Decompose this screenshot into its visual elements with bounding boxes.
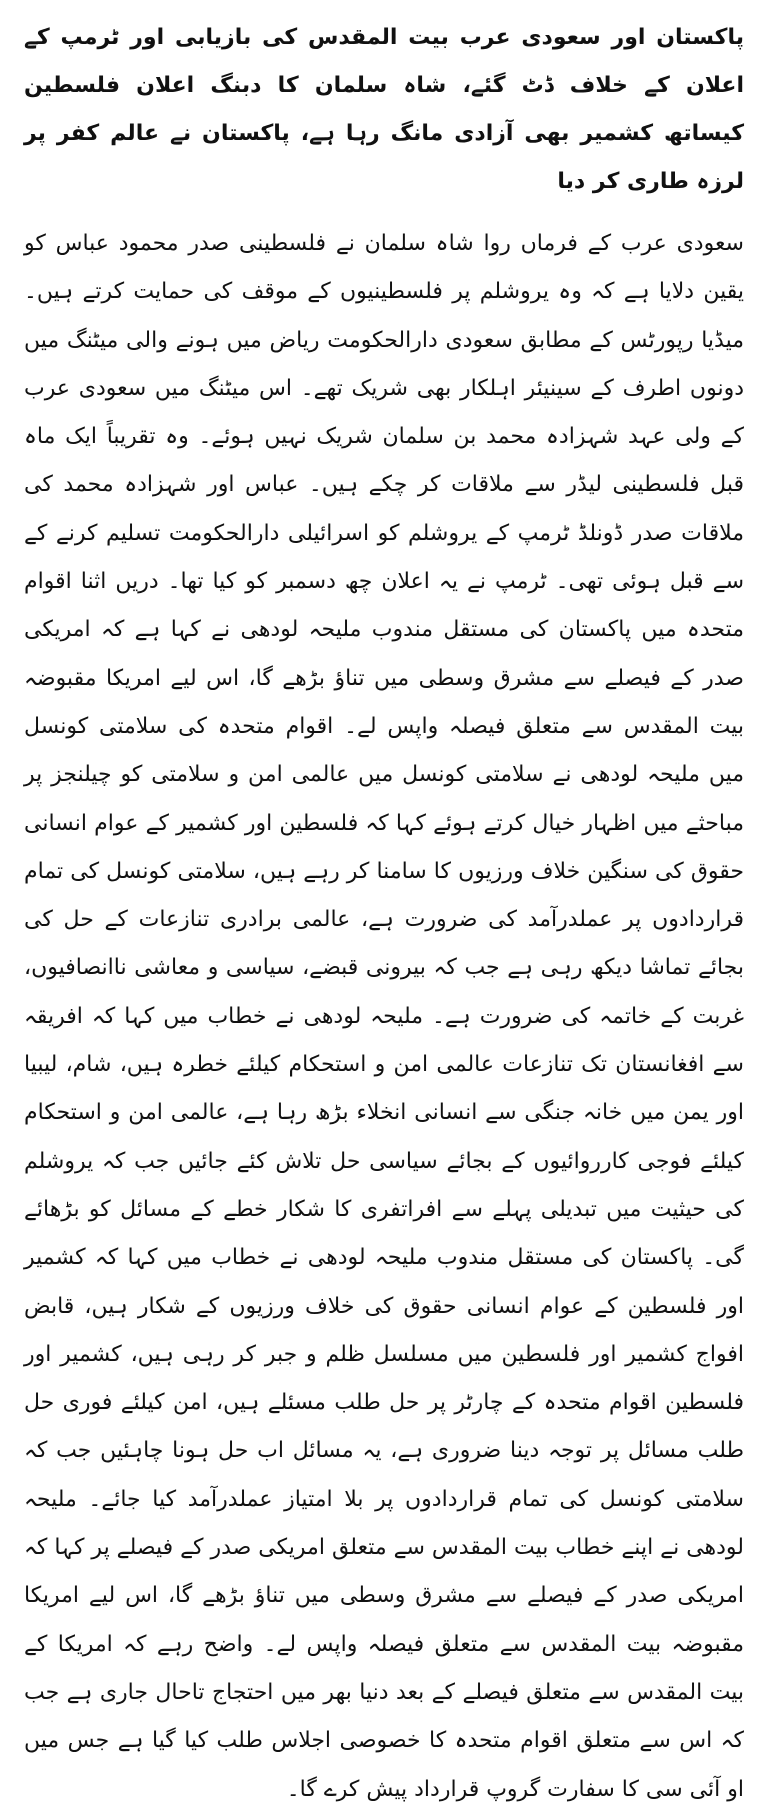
article-headline: پاکستان اور سعودی عرب بیت المقدس کی بازیابی اور ٹرمپ کے اعلان کے خلاف ڈٹ گئے، شاہ سلمان کا دبنگ اعلان فلسطین کیساتھ کشمیر بھی آزادی مانگ رہا ہے، پاکستان نے عالم کفر پر لرزہ طاری کر دیا [24, 25, 744, 194]
article-body: سعودی عرب کے فرماں روا شاہ سلمان نے فلسطینی صدر محمود عباس کو یقین دلایا ہے کہ وہ یروشلم پر فلسطینیوں کے موقف کی حمایت کرتے ہیں۔ میڈیا رپورٹس کے مطابق سعودی دارالحکومت ریاض میں ہونے والی میٹنگ میں دونوں اطرف کے سینیئر اہلکار بھی شریک تھے۔ اس میٹنگ میں سعودی عرب کے ولی عہد شہزادہ محمد بن سلمان شریک نہیں ہوئے۔ وہ تقریباً ایک ماہ قبل فلسطینی لیڈر سے ملاقات کر چکے ہیں۔ عباس اور شہزادہ محمد کی ملاقات صدر ڈونلڈ ٹرمپ کے یروشلم کو اسرائیلی دارالحکومت تسلیم کرنے کے سے قبل ہوئی تھی۔ ٹرمپ نے یہ اعلان چھ دسمبر کو کیا تھا۔ دریں اثنا اقوام متحدہ میں پاکستان کی مستقل مندوب ملیحہ لودھی نے کہا ہے کہ امریکی صدر کے فیصلے سے مشرق وسطی میں تناؤ بڑھے گا، اس لیے امریکا مقبوضہ بیت المقدس سے متعلق فیصلہ واپس لے۔ اقوام متحدہ کی سلامتی کونسل میں ملیحہ لودھی نے سلامتی کونسل میں عالمی امن و سلامتی کو چیلنجز پر مباحثے میں اظہار خیال کرتے ہوئے کہا کہ فلسطین اور کشمیر کے عوام انسانی حقوق کی سنگین خلاف ورزیوں کا سامنا کر رہے ہیں، سلامتی کونسل کی تمام قراردادوں پر عملدرآمد کی ضرورت ہے، عالمی برادری تنازعات کے حل کی بجائے تماشا دیکھ رہی ہے جب کہ بیرونی قبضے، سیاسی و معاشی ناانصافیوں، غربت کے خاتمہ کی ضرورت ہے۔ ملیحہ لودھی نے خطاب میں کہا کہ افریقہ سے افغانستان تک تنازعات عالمی امن و استحکام کیلئے خطرہ ہیں، شام، لیبیا اور یمن میں خانہ جنگی سے انسانی انخلاء بڑھ رہا ہے، عالمی امن و استحکام کیلئے فوجی کارروائیوں کے بجائے سیاسی حل تلاش کئے جائیں جب کہ یروشلم کی حیثیت میں تبدیلی پہلے سے افراتفری کا شکار خطے کے مسائل کو بڑھائے گی۔ پاکستان کی مستقل مندوب ملیحہ لودھی نے خطاب میں کہا کہ کشمیر اور فلسطین کے عوام انسانی حقوق کی خلاف ورزیوں کے شکار ہیں، قابض افواج کشمیر اور فلسطین میں مسلسل ظلم و جبر کر رہی ہیں، کشمیر اور فلسطین اقوام متحدہ کے چارٹر پر حل طلب مسئلے ہیں، امن کیلئے فوری حل طلب مسائل پر توجہ دینا ضروری ہے، یہ مسائل اب حل ہونا چاہئیں جب کہ سلامتی کونسل کی تمام قراردادوں پر بلا امتیاز عملدرآمد کیا جائے۔ ملیحہ لودھی نے اپنے خطاب بیت المقدس سے متعلق امریکی صدر کے فیصلے پر کہا کہ امریکی صدر کے فیصلے سے مشرق وسطی میں تناؤ بڑھے گا، اس لیے امریکا مقبوضہ بیت المقدس سے متعلق فیصلہ واپس لے۔ واضح رہے کہ امریکا کے بیت المقدس سے متعلق فیصلے کے بعد دنیا بھر میں احتجاج تاحال جاری ہے جب کہ اس سے متعلق اقوام متحدہ کا خصوصی اجلاس طلب کیا گیا ہے جس میں او آئی سی کا سفارت گروپ قرارداد پیش کرے گا۔ [24, 231, 744, 1802]
